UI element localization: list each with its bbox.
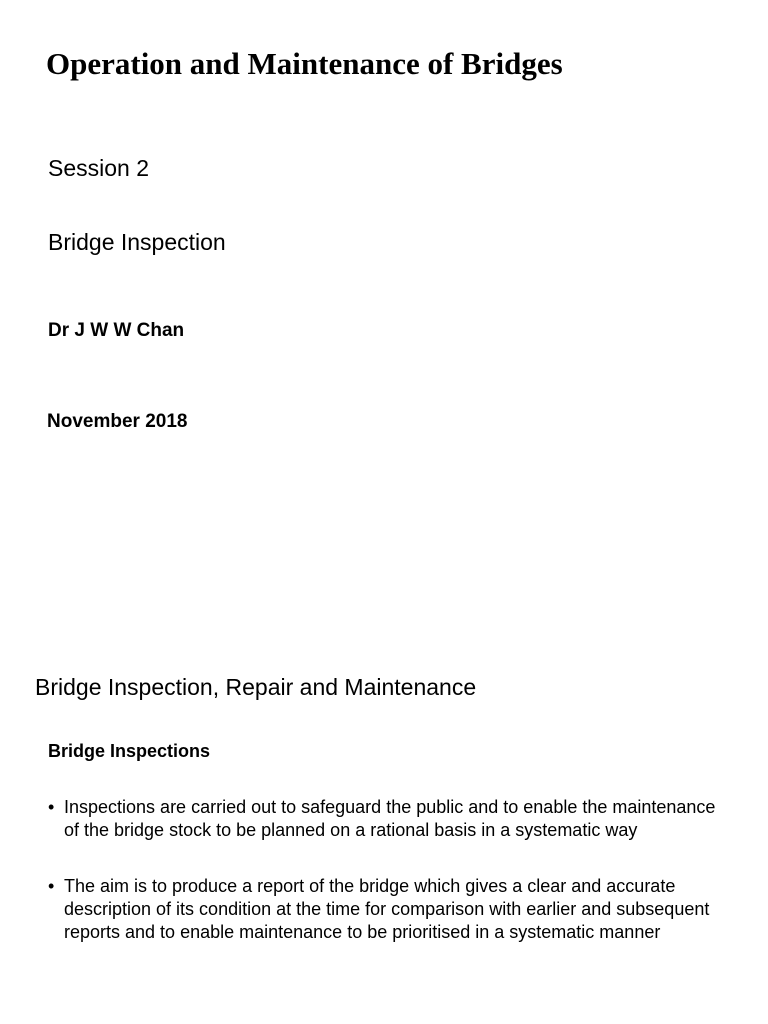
bullet-item: [48, 875, 728, 944]
bullet-item: [48, 796, 728, 842]
slide-title: Bridge Inspection, Repair and Maintenance: [35, 674, 477, 700]
bullet-text: Inspections are carried out to safeguard the public and to enable the maintenance of the bridge stock to be planned on a rational basis in a systematic way: [64, 797, 716, 840]
presentation-title: Operation and Maintenance of Bridges: [46, 46, 563, 81]
bullet-list: [48, 796, 728, 944]
session-label: Session 2: [48, 155, 150, 181]
content-slide: [0, 620, 768, 1024]
presentation-date: November 2018: [47, 411, 188, 432]
presentation-subtitle: Bridge Inspection: [48, 229, 226, 255]
bullet-text: The aim is to produce a report of the bridge which gives a clear and accurate description of its condition at the time for comparison with earlier and subsequent reports and to enable maintenance to be prioritised in a systematic manner: [64, 876, 710, 942]
bullet-icon: •: [48, 876, 55, 896]
section-heading: Bridge Inspections: [48, 741, 211, 761]
author-name: Dr J W W Chan: [48, 320, 185, 341]
bullet-icon: •: [48, 797, 55, 817]
